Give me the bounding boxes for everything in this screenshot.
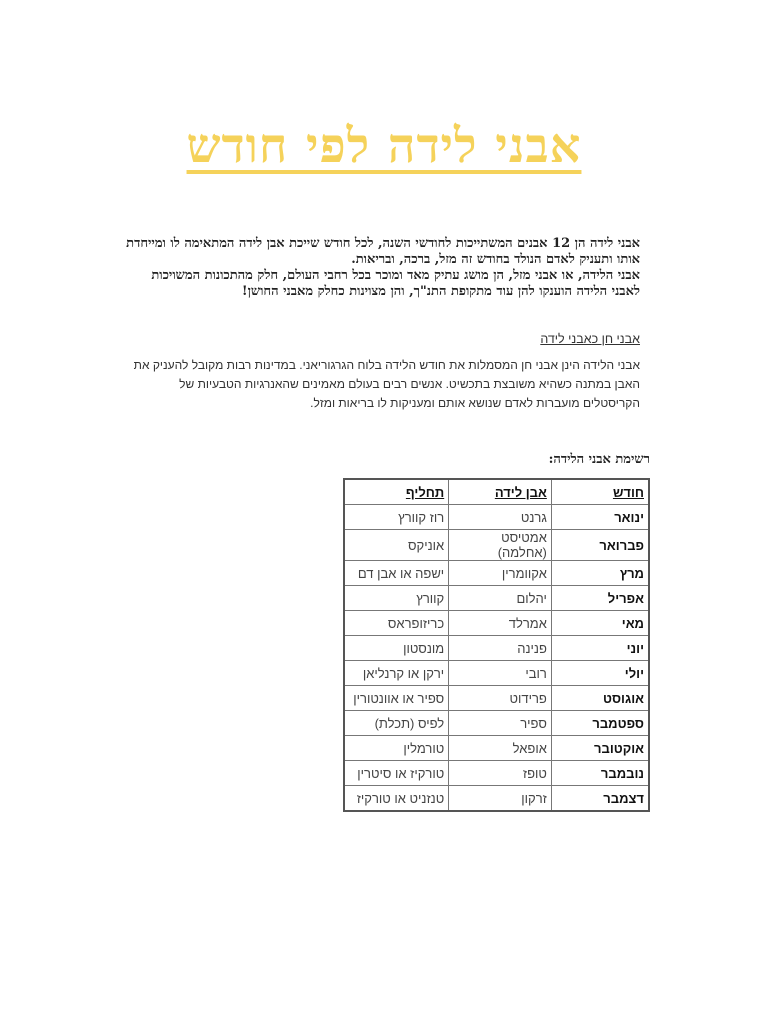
list-heading: רשימת אבני הלידה: xyxy=(548,452,650,467)
table-row xyxy=(344,711,649,736)
month-cell: ינואר xyxy=(551,505,649,530)
intro-line-1: אבני לידה הן 12 אבנים המשתייכות לחודשי השנה, לכל חודש שייכת אבן לידה המתאימה לו ומייחדת אותו ותעניק לאדם הנולד בחודש זה מזל, ברכה, ובריאות. xyxy=(126,236,640,267)
month-cell: ספטמבר xyxy=(551,711,649,736)
intro-paragraph xyxy=(120,236,640,300)
table-row xyxy=(344,586,649,611)
alt-cell: מונסטון xyxy=(344,636,449,661)
alt-cell: טורמלין xyxy=(344,736,449,761)
alt-cell: ישפה או אבן דם xyxy=(344,561,449,586)
header-month: חודש xyxy=(551,479,649,505)
alt-cell: רוז קוורץ xyxy=(344,505,449,530)
month-cell: יוני xyxy=(551,636,649,661)
month-cell: מרץ xyxy=(551,561,649,586)
month-cell: דצמבר xyxy=(551,786,649,812)
table-row xyxy=(344,736,649,761)
table-header-row xyxy=(344,479,649,505)
stone-cell: ספיר xyxy=(449,711,552,736)
table-body xyxy=(344,505,649,812)
alt-cell: טורקיז או סיטרין xyxy=(344,761,449,786)
stone-cell: רובי xyxy=(449,661,552,686)
stone-cell: יהלום xyxy=(449,586,552,611)
birthstones-table xyxy=(343,478,650,812)
section-body: אבני הלידה הינן אבני חן המסמלות את חודש הלידה בלוח הגרגוריאני. במדינות רבות מקובל להעניק את האבן במתנה כשהיא משובצת בתכשיט. אנשים רבים בעולם מאמינים שהאנרגיות הטבעיות של הקריסטלים מועברות לאדם שנושא אותם ומעניקות לו בריאות ומזל. xyxy=(133,358,640,410)
section-heading: אבני חן כאבני לידה xyxy=(540,332,640,346)
month-cell: נובמבר xyxy=(551,761,649,786)
table-row xyxy=(344,786,649,812)
month-cell: אוקטובר xyxy=(551,736,649,761)
table-row xyxy=(344,636,649,661)
stone-cell: אמטיסט (אחלמה) xyxy=(449,530,552,561)
alt-cell: קוורץ xyxy=(344,586,449,611)
month-cell: אוגוסט xyxy=(551,686,649,711)
stone-cell: זרקון xyxy=(449,786,552,812)
stone-cell: פנינה xyxy=(449,636,552,661)
month-cell: יולי xyxy=(551,661,649,686)
table-row xyxy=(344,661,649,686)
stone-cell: גרנט xyxy=(449,505,552,530)
stone-cell: אמרלד xyxy=(449,611,552,636)
stone-cell: טופז xyxy=(449,761,552,786)
table-row xyxy=(344,530,649,561)
month-cell: אפריל xyxy=(551,586,649,611)
table-row xyxy=(344,505,649,530)
stone-cell: אקוומרין xyxy=(449,561,552,586)
header-alt: תחליף xyxy=(344,479,449,505)
page-title: אבני לידה לפי חודש xyxy=(186,118,582,174)
alt-cell: טנזניט או טורקיז xyxy=(344,786,449,812)
table-row xyxy=(344,611,649,636)
alt-cell: כריזופראס xyxy=(344,611,449,636)
month-cell: מאי xyxy=(551,611,649,636)
stone-cell: פרידוט xyxy=(449,686,552,711)
table-row xyxy=(344,686,649,711)
month-cell: פברואר xyxy=(551,530,649,561)
stone-cell: אופאל xyxy=(449,736,552,761)
alt-cell: ספיר או אוונטורין xyxy=(344,686,449,711)
alt-cell: אוניקס xyxy=(344,530,449,561)
table-row xyxy=(344,561,649,586)
alt-cell: ירקן או קרנליאן xyxy=(344,661,449,686)
alt-cell: לפיס (תכלת) xyxy=(344,711,449,736)
table-row xyxy=(344,761,649,786)
intro-line-2: אבני הלידה, או אבני מזל, הן מושג עתיק מאד ומוכר בכל רחבי העולם, חלק מהתכונות המשויכות לאבני הלידה הוענקו להן עוד מתקופת התנ"ך, והן מצוינות כחלק מאבני החושן! xyxy=(151,268,640,299)
header-stone: אבן לידה xyxy=(449,479,552,505)
